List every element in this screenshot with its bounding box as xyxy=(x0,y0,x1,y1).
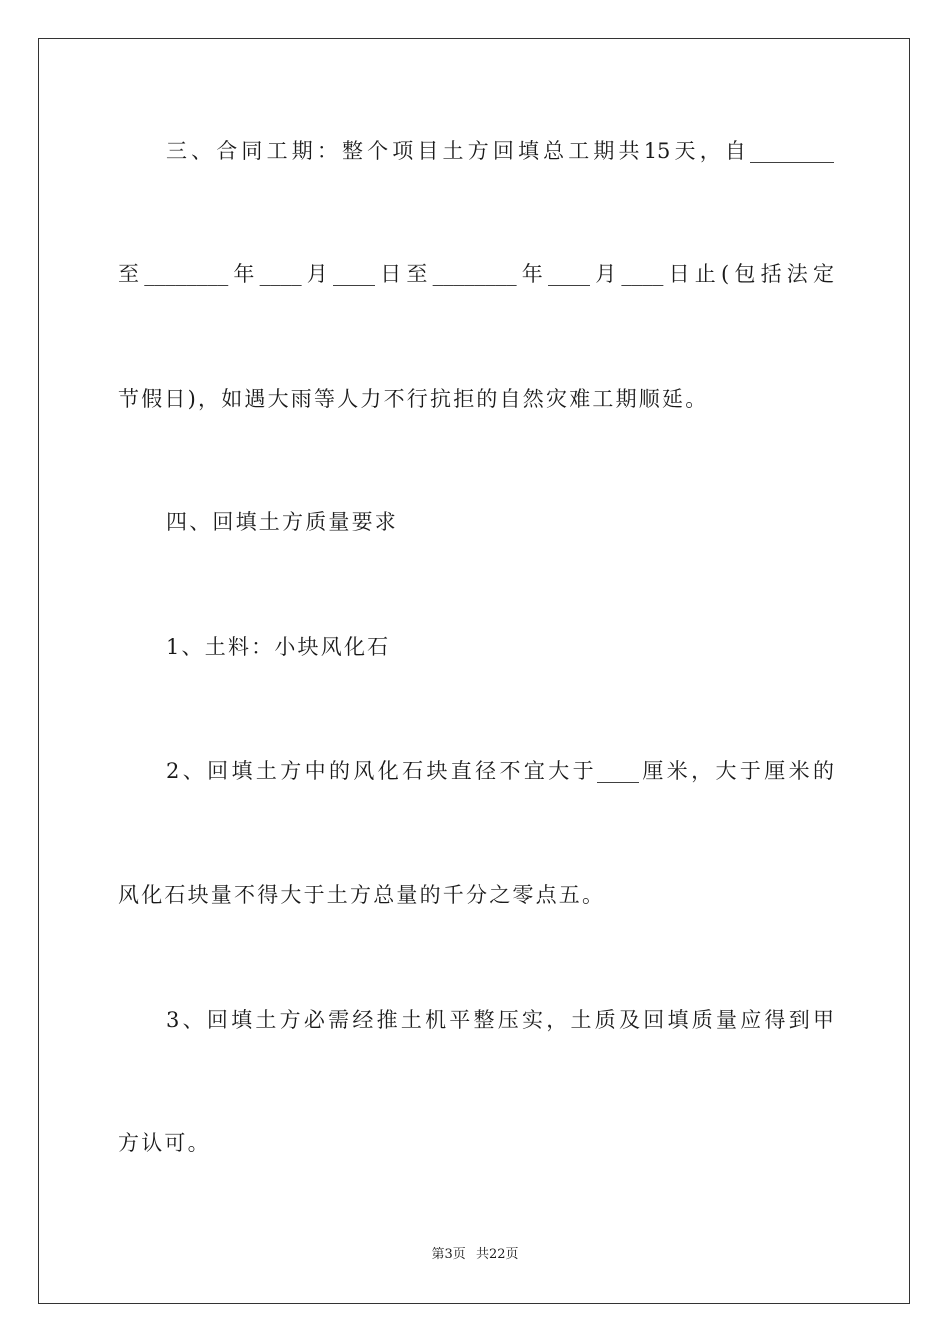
list-item-3-line-2: 方认可。 xyxy=(118,1131,211,1155)
page-footer xyxy=(0,1246,950,1264)
section-heading-quality: 四、回填土方质量要求 xyxy=(166,510,398,534)
paragraph-contract-period-line-1: 三、合同工期：整个项目土方回填总工期共15天，自________ xyxy=(166,139,834,163)
list-item-2-line-1: 2、回填土方中的风化石块直径不宜大于____厘米，大于厘米的 xyxy=(166,759,834,783)
paragraph-contract-period-line-2: 至________年____月____日至________年____月____日止(包括法定 xyxy=(118,262,834,286)
list-item-1: 1、土料：小块风化石 xyxy=(166,635,391,659)
page-border xyxy=(38,38,910,1304)
page-number: 第3页 xyxy=(431,1247,466,1262)
list-item-2-line-2: 风化石块量不得大于土方总量的千分之零点五。 xyxy=(118,883,606,907)
list-item-3-line-1: 3、回填土方必需经推土机平整压实，土质及回填质量应得到甲 xyxy=(166,1008,834,1032)
page-total: 共22页 xyxy=(475,1247,519,1262)
paragraph-contract-period-line-3: 节假日)，如遇大雨等人力不行抗拒的自然灾难工期顺延。 xyxy=(118,387,709,411)
